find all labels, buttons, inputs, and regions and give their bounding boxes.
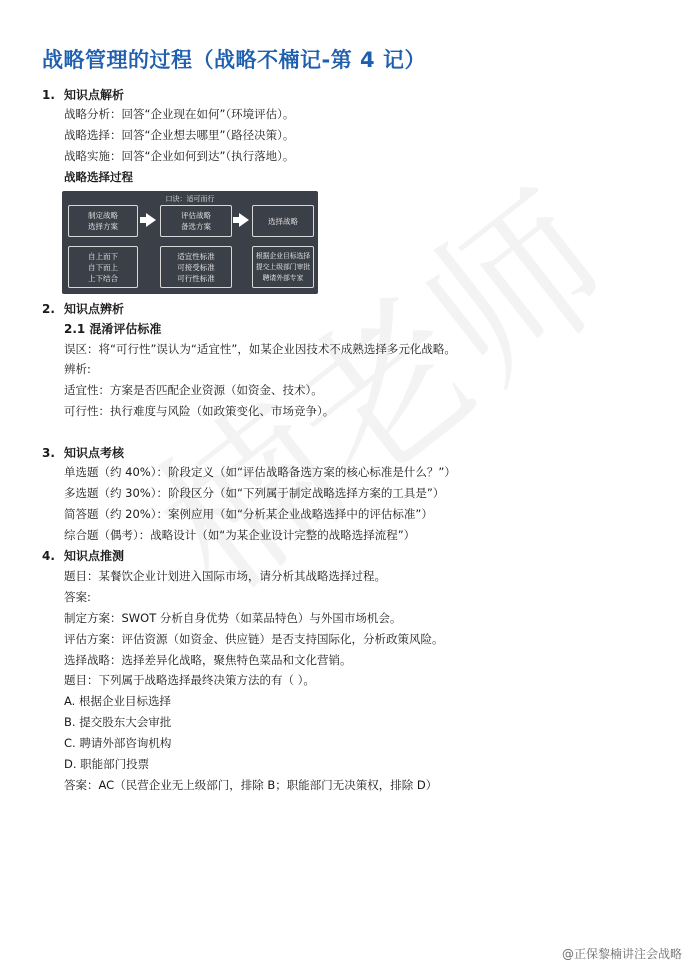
section-2-number: 2. <box>42 302 55 316</box>
box-text: 可行性标准 <box>177 273 215 283</box>
section-4-title: 知识点推测 <box>64 549 125 563</box>
diagram-box-formulate <box>68 205 138 237</box>
section-3-title: 知识点考核 <box>64 446 125 460</box>
s2-line-label: 辨析: <box>64 362 91 376</box>
arrow-right-icon <box>239 213 249 227</box>
box-text: 备选方案 <box>181 222 211 231</box>
diagram-box-decision <box>252 246 314 288</box>
section-1-number: 1. <box>42 88 55 102</box>
box-text: 聘请外部专家 <box>262 273 304 282</box>
s2-line-mistake: 误区：将“可行性”误认为“适宜性”，如某企业因技术不成熟选择多元化战略。 <box>64 342 456 356</box>
section-1-title: 知识点解析 <box>64 88 125 102</box>
diagram-box-evaluate <box>160 205 232 237</box>
s4-line-evaluate: 评估方案：评估资源（如资金、供应链）是否支持国际化，分析政策风险。 <box>64 632 444 646</box>
diagram-box-methods <box>68 246 138 288</box>
s3-line-short: 简答题（约 20%）：案例应用（如“分析某企业战略选择中的评估标准”） <box>64 507 433 521</box>
section-2-title: 知识点辨析 <box>64 302 125 316</box>
box-text: 自下而上 <box>88 262 118 272</box>
box-text: 提交上级部门审批 <box>255 262 311 271</box>
diagram-caption: 口诀：适可而行 <box>165 195 215 203</box>
section-2-subheading: 2.1 混淆评估标准 <box>64 322 162 336</box>
section-4-heading <box>42 547 124 564</box>
s4-option-b: B. 提交股东大会审批 <box>64 715 172 729</box>
page-title: 战略管理的过程（战略不楠记-第 4 记） <box>42 48 426 72</box>
s1-line-choice: 战略选择：回答“企业想去哪里”（路径决策）。 <box>64 128 295 142</box>
box-text: 选择方案 <box>88 222 118 231</box>
section-4-number: 4. <box>42 549 55 563</box>
s1-line-implementation: 战略实施：回答“企业如何到达”（执行落地）。 <box>64 149 295 163</box>
footer-watermark: @正保黎楠讲注会战略 <box>561 947 682 961</box>
strategy-choice-diagram <box>62 191 318 294</box>
box-text: 根据企业目标选择 <box>255 251 311 260</box>
arrow-right-icon <box>146 213 156 227</box>
box-text: 制定战略 <box>88 211 118 220</box>
s4-line-answer-label: 答案: <box>64 590 91 604</box>
s4-option-d: D. 职能部门投票 <box>64 757 150 771</box>
process-title: 战略选择过程 <box>64 170 133 184</box>
s3-line-single: 单选题（约 40%）：阶段定义（如“评估战略备选方案的核心标准是什么？”） <box>64 465 456 479</box>
section-1-heading <box>42 86 124 103</box>
s3-line-multiple: 多选题（约 30%）：阶段区分（如“下列属于制定战略选择方案的工具是”） <box>64 486 445 500</box>
s4-line-formulate: 制定方案：SWOT 分析自身优势（如菜品特色）与外国市场机会。 <box>64 611 402 625</box>
section-3-number: 3. <box>42 446 55 460</box>
s4-line-answer: 答案：AC（民营企业无上级部门，排除 B；职能部门无决策权，排除 D） <box>64 778 438 792</box>
box-text: 上下结合 <box>88 273 118 283</box>
s2-line-feasibility: 可行性：执行难度与风险（如政策变化、市场竞争）。 <box>64 404 335 418</box>
box-text: 选择战略 <box>268 216 298 226</box>
s4-line-question-2: 题目：下列属于战略选择最终决策方法的有（ ）。 <box>64 673 315 687</box>
s4-line-question-1: 题目：某餐饮企业计划进入国际市场，请分析其战略选择过程。 <box>64 569 386 583</box>
box-text: 适宜性标准 <box>177 251 215 261</box>
s4-option-a: A. 根据企业目标选择 <box>64 694 171 708</box>
s3-line-comprehensive: 综合题（偶考）：战略设计（如“为某企业设计完整的战略选择流程”） <box>64 528 416 542</box>
section-2-heading <box>42 300 124 317</box>
box-text: 自上而下 <box>88 251 118 261</box>
s4-line-select: 选择战略：选择差异化战略，聚焦特色菜品和文化营销。 <box>64 653 352 667</box>
diagram-box-select <box>252 205 314 237</box>
s4-option-c: C. 聘请外部咨询机构 <box>64 736 172 750</box>
section-3-heading <box>42 444 124 461</box>
box-text: 可接受标准 <box>177 262 215 272</box>
box-text: 评估战略 <box>181 211 211 220</box>
diagram-box-criteria <box>160 246 232 288</box>
s2-line-suitability: 适宜性：方案是否匹配企业资源（如资金、技术）。 <box>64 383 323 397</box>
s1-line-analysis: 战略分析：回答“企业现在如何”（环境评估）。 <box>64 107 295 121</box>
